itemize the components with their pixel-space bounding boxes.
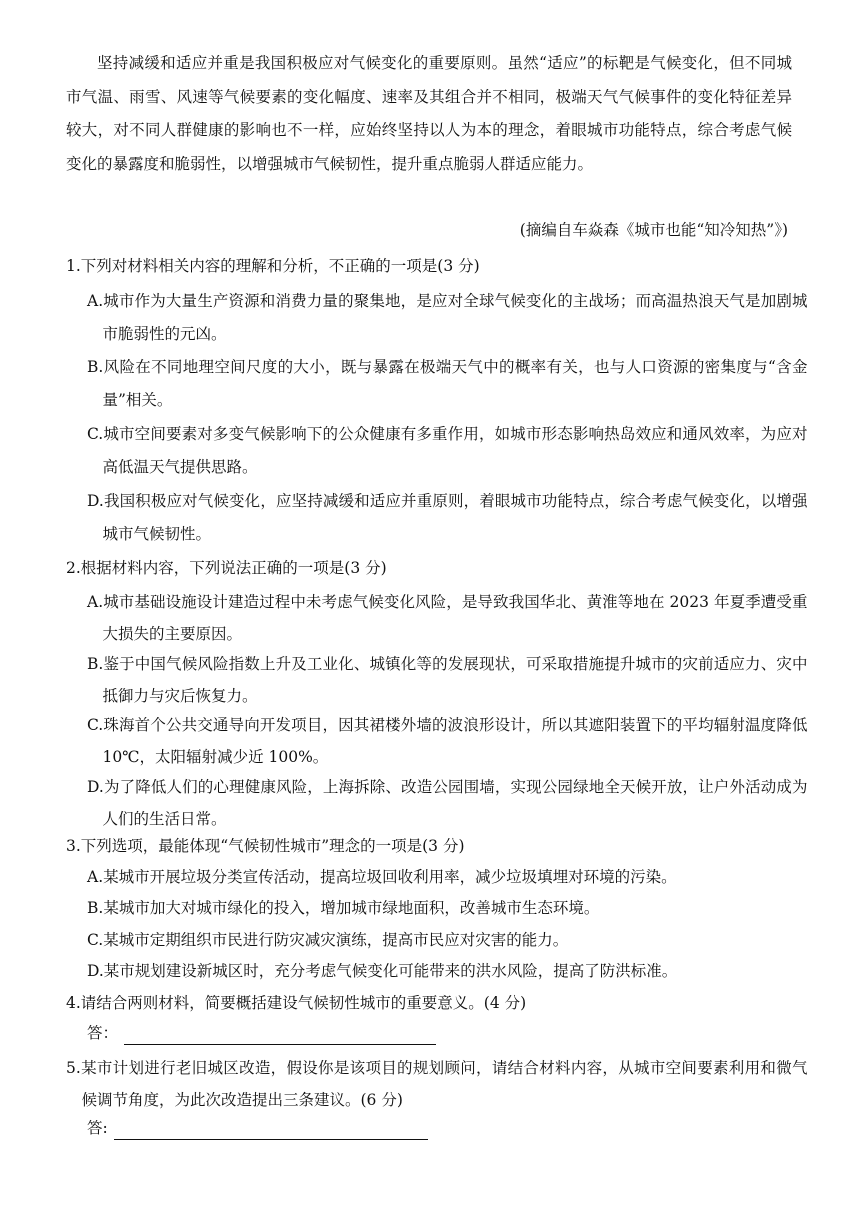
question-1-option-d: D.我国积极应对气候变化，应坚持减缓和适应并重原则，着眼城市功能特点，综合考虑气候变化，以增强城市气候韧性。 xyxy=(87,492,808,543)
question-3-option-b: B.某城市加大对城市绿化的投入，增加城市绿地面积，改善城市生态环境。 xyxy=(87,899,600,917)
question-2-stem: 2.根据材料内容，下列说法正确的一项是(3 分) xyxy=(66,559,387,577)
question-4-answer[interactable] xyxy=(87,1021,436,1045)
question-2-option-b: B.鉴于中国气候风险指数上升及工业化、城镇化等的发展现状，可采取措施提升城市的灾前适应力、灾中抵御力与灾后恢复力。 xyxy=(87,655,808,705)
passage-source: (摘编自车焱森《城市也能“知冷知热”》) xyxy=(519,221,788,239)
question-3-option-c: C.某城市定期组织市民进行防灾减灾演练，提高市民应对灾害的能力。 xyxy=(87,931,569,949)
question-4-answer-line[interactable] xyxy=(124,1026,436,1045)
question-1-option-a: A.城市作为大量生产资源和消费力量的聚集地，是应对全球气候变化的主战场；而高温热浪天气是加剧城市脆弱性的元凶。 xyxy=(87,292,808,343)
question-4-answer-label: 答： xyxy=(87,1024,119,1042)
question-2-option-a: A.城市基础设施设计建造过程中未考虑气候变化风险，是导致我国华北、黄淮等地在 2023 年夏季遭受重大损失的主要原因。 xyxy=(87,593,808,643)
question-1-option-c: C.城市空间要素对多变气候影响下的公众健康有多重作用，如城市形态影响热岛效应和通风效率，为应对高低温天气提供思路。 xyxy=(87,425,808,476)
passage-paragraph: 坚持减缓和适应并重是我国积极应对气候变化的重要原则。虽然“适应”的标靶是气候变化，但不同城市气温、雨雪、风速等气候要素的变化幅度、速率及其组合并不相同，极端天气气候事件的变化特征差异较大，对不同人群健康的影响也不一样，应始终坚持以人为本的理念，着眼城市功能特点，综合考虑气候变化的暴露度和脆弱性，以增强城市气候韧性，提升重点脆弱人群适应能力。 xyxy=(66,54,792,173)
question-3-option-a: A.某城市开展垃圾分类宣传活动，提高垃圾回收利用率，减少垃圾填埋对环境的污染。 xyxy=(87,868,677,886)
question-1-stem: 1.下列对材料相关内容的理解和分析，不正确的一项是(3 分) xyxy=(66,257,480,275)
question-2-option-c: C.珠海首个公共交通导向开发项目，因其裙楼外墙的波浪形设计，所以其遮阳装置下的平均辐射温度降低 10℃，太阳辐射减少近 100%。 xyxy=(87,716,808,766)
question-2-option-d: D.为了降低人们的心理健康风险，上海拆除、改造公园围墙，实现公园绿地全天候开放，让户外活动成为人们的生活日常。 xyxy=(87,778,808,828)
question-5-answer-line[interactable] xyxy=(114,1121,428,1140)
question-4-stem: 4.请结合两则材料，简要概括建设气候韧性城市的重要意义。(4 分) xyxy=(66,994,527,1012)
question-1-option-b: B.风险在不同地理空间尺度的大小，既与暴露在极端天气中的概率有关，也与人口资源的密集度与“含金量”相关。 xyxy=(87,358,808,409)
question-3-option-d: D.某市规划建设新城区时，充分考虑气候变化可能带来的洪水风险，提高了防洪标准。 xyxy=(87,962,678,980)
question-3-stem: 3.下列选项，最能体现“气候韧性城市”理念的一项是(3 分) xyxy=(66,837,465,855)
question-5-stem: 5.某市计划进行老旧城区改造，假设你是该项目的规划顾问，请结合材料内容，从城市空间要素利用和微气候调节角度，为此次改造提出三条建议。(6 分) xyxy=(66,1059,808,1109)
question-5-answer-label: 答: xyxy=(87,1119,108,1137)
question-5-answer[interactable] xyxy=(87,1116,428,1140)
